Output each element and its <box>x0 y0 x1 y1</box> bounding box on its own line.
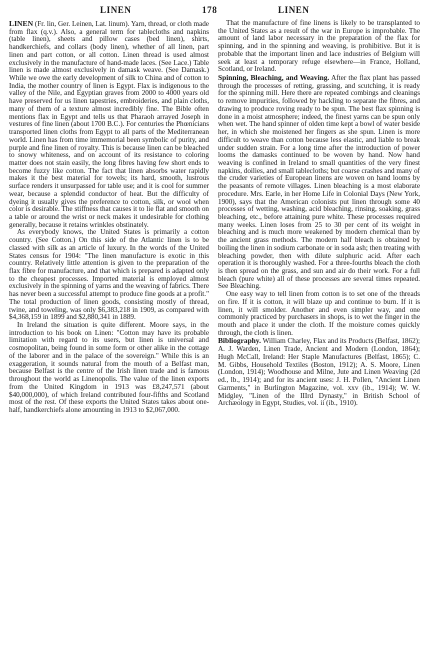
subheading-bibliography: Bibliography. <box>218 336 261 346</box>
bibliography-text: William Charley, Flax and its Products (Belfast, 1862); A. J. Warden, Linen Trade, Ancient and Modern (London, 1864); Hugh McCall, Ireland: Her Staple Manufactures (Belfast, 1865); C. M. Gibbs, Household Textiles (Boston, 1912); A. S. Moore, Linen (London, 1914); Woodhouse and Milne, Jute and Linen Weaving (2d ed., lb., 1914); and for its ancient uses: J. H. Pollen, "Ancient Linen Garments," in Burlington Magazine, vol. xxv (ib., 1914); W. W. Midgley, "Linen of the IIIrd Dynasty," in British School of Archæology in Egypt, Studies, vol. ii (ib., 1910). <box>218 337 420 408</box>
entry-paragraph <box>9 20 209 229</box>
running-header <box>0 5 427 17</box>
right-column <box>218 20 420 408</box>
entry-text: (Fr. lin, Ger. Leinen, Lat. linum). Yarn, thread, or cloth made from flax (q.v.). Also, a general term for tablecloths and napkins (table linen), sheets and pillow cases (bed linen), shirts, handkerchiefs, and collars (body linen), whether of all linen, part linen and part cotton, or all cotton. Linen thread is used almost exclusively in the manufacture of hand-made laces. (See Lace.) Table linen is made almost exclusively in damask weave. (See Damask.) While we owe the early development of silk to China and of cotton to India, the mother country of linen is Egypt. Flax is indigenous to the valley of the Nile, and Egyptian graves from 2000 to 4000 years old have preserved for us linen tapestries, embroideries, and plain cloths, many of them of a texture almost incredibly fine. The Bible often mentions flax in Egypt and tells us that Pharaoh arrayed Joseph in vestures of fine linen (about 1700 B.C.). For centuries the Phœnicians transported linen cloths from Egypt to all parts of the Mediterranean world. Linen has from time immemorial been symbolic of purity, and purple and fine linen of royalty. This is because linen can be bleached to snowy whiteness, and on account of its resistance to coloring matter does not stain easily, the long fibres having few short ends to become fuzzy like cotton. The fact that linen absorbs water rapidly makes it the best material for towels; its hard, smooth, lustrous surface renders it unsurpassed for table use; and it is cool for summer wear, because a splendid conductor of heat. But the difficulty of dyeing it usually gives the preference to cotton, silk, or wool when color is desirable. The stiffness that causes it to lie flat and smooth on a table or around the wrist or neck makes it undesirable for clothing generally, because it retains wrinkles obstinately. <box>9 20 209 229</box>
entry-paragraph: In Ireland the situation is quite different. Moore says, in the introduction to his book on Linen: "Cotton may have its probable limitation with regard to its users, but linen is universal and cosmopolitan, being found in some form or other alike in the cottage of the laborer and in the palace of the sovereign." While this is an exaggeration, it sounds natural from the mouth of a Belfast man, because Belfast is the centre of the Irish linen trade and is famous throughout the world as Linenopolis. The value of the linen exports from the United Kingdom in 1913 was £8,247,571 (about $40,000,000), of which Ireland contributed four-fifths and Scotland most of the rest. Of these exports the United States takes about one-half, handkerchiefs alone amounting in 1913 to $2,067,000. <box>9 321 209 414</box>
entry-headword: LINEN <box>9 19 34 28</box>
page-number: 178 <box>202 5 218 15</box>
entry-paragraph: One easy way to tell linen from cotton is to set one of the threads on fire. If it is cotton, it will blaze up and continue to burn. If it is linen, it will smolder. Another and even simpler way, and one commonly practiced by purchasers in shops, is to wet the finger in the mouth and place it under the cloth. If the moisture comes quickly through, the cloth is linen. <box>218 290 420 337</box>
left-column <box>9 20 209 415</box>
entry-text: After the flax plant has passed through the processes of retting, grassing, and scutching, it is ready for the spinning mill. Here there are repeated combings and cleanings to remove impurities, followed by hackling to separate the fibres, and drawing to produce roving ready to be spun. The best flax spinning is done in a moist atmosphere; indeed, the finest yarns can be spun only when wet. The hand spinner of olden time kept a bowl of water beside her, in which she moistened her fingers as she spun. Linen is more difficult to weave than cotton because less elastic, and liable to break under sudden strain. For a long time after the introduction of power looms the damasks continued to be woven by hand. Now hand weaving is confined in Ireland to small quantities of the very finest napkins, doilies, and small tablecloths; but coarse crashes and many of the cruder varieties of European linens are woven on hand looms by the peasants of remote villages. Linen bleaching is a most elaborate procedure. Mrs. Earle, in her Home Life in Colonial Days (New York, 1900), says that the American colonists put linen through some 40 processes of wetting, washing, acid bleaching, rinsing, soaking, grass bleaching, etc., before attaining pure white. These processes required many weeks. Linen loses from 25 to 30 per cent of its weight in bleaching and is much more weakened by modern chemical than by the ancient grass methods. The modern half bleach is obtained by boiling the linen in sodium carbonate or in soda ash; then treating with bleaching powder, then with dilute sulphuric acid. After each operation it is thoroughly washed. For a three-fourths bleach the cloth is then spread on the grass, and sun and air do their work. For a full bleach (pure white) all of these processes are several times repeated. See Bleaching. <box>218 74 420 291</box>
entry-paragraph: That the manufacture of fine linens is likely to be transplanted to the United States as a result of the war in Europe is improbable. The amount of land labor necessary in the preparation of the flax for spinning, and in the spinning and weaving, is prohibitive. But it is probable that the important linen and lace industries of Belgium will seek at least a temporary refuge elsewhere—in France, Holland, Scotland, or Ireland. <box>218 19 420 74</box>
entry-paragraph: As everybody knows, the United States is primarily a cotton country. (See Cotton.) On this side of the Atlantic linen is to be classed with silk as an article of luxury. In the words of the United States census for 1904: "The linen manufacture is exotic in this country. Relatively little attention is given to the preparation of the flax fibre for manufacture, and that which is prepared is adapted only to the cheapest processes. Imported material is employed almost exclusively in the spinning of yarns and the weaving of fabrics. There has never been a successful attempt to produce fine goods at a profit." The total production of linen goods, consisting mostly of thread, twine, and toweling, was only $6,383,218 in 1909, as compared with $4,368,159 in 1899 and $2,880,341 in 1889. <box>9 228 209 322</box>
header-left-guide-word: LINEN <box>100 5 132 15</box>
subheading-spinning: Spinning, Bleaching, and Weaving. <box>218 73 330 83</box>
header-right-guide-word: LINEN <box>278 5 310 15</box>
